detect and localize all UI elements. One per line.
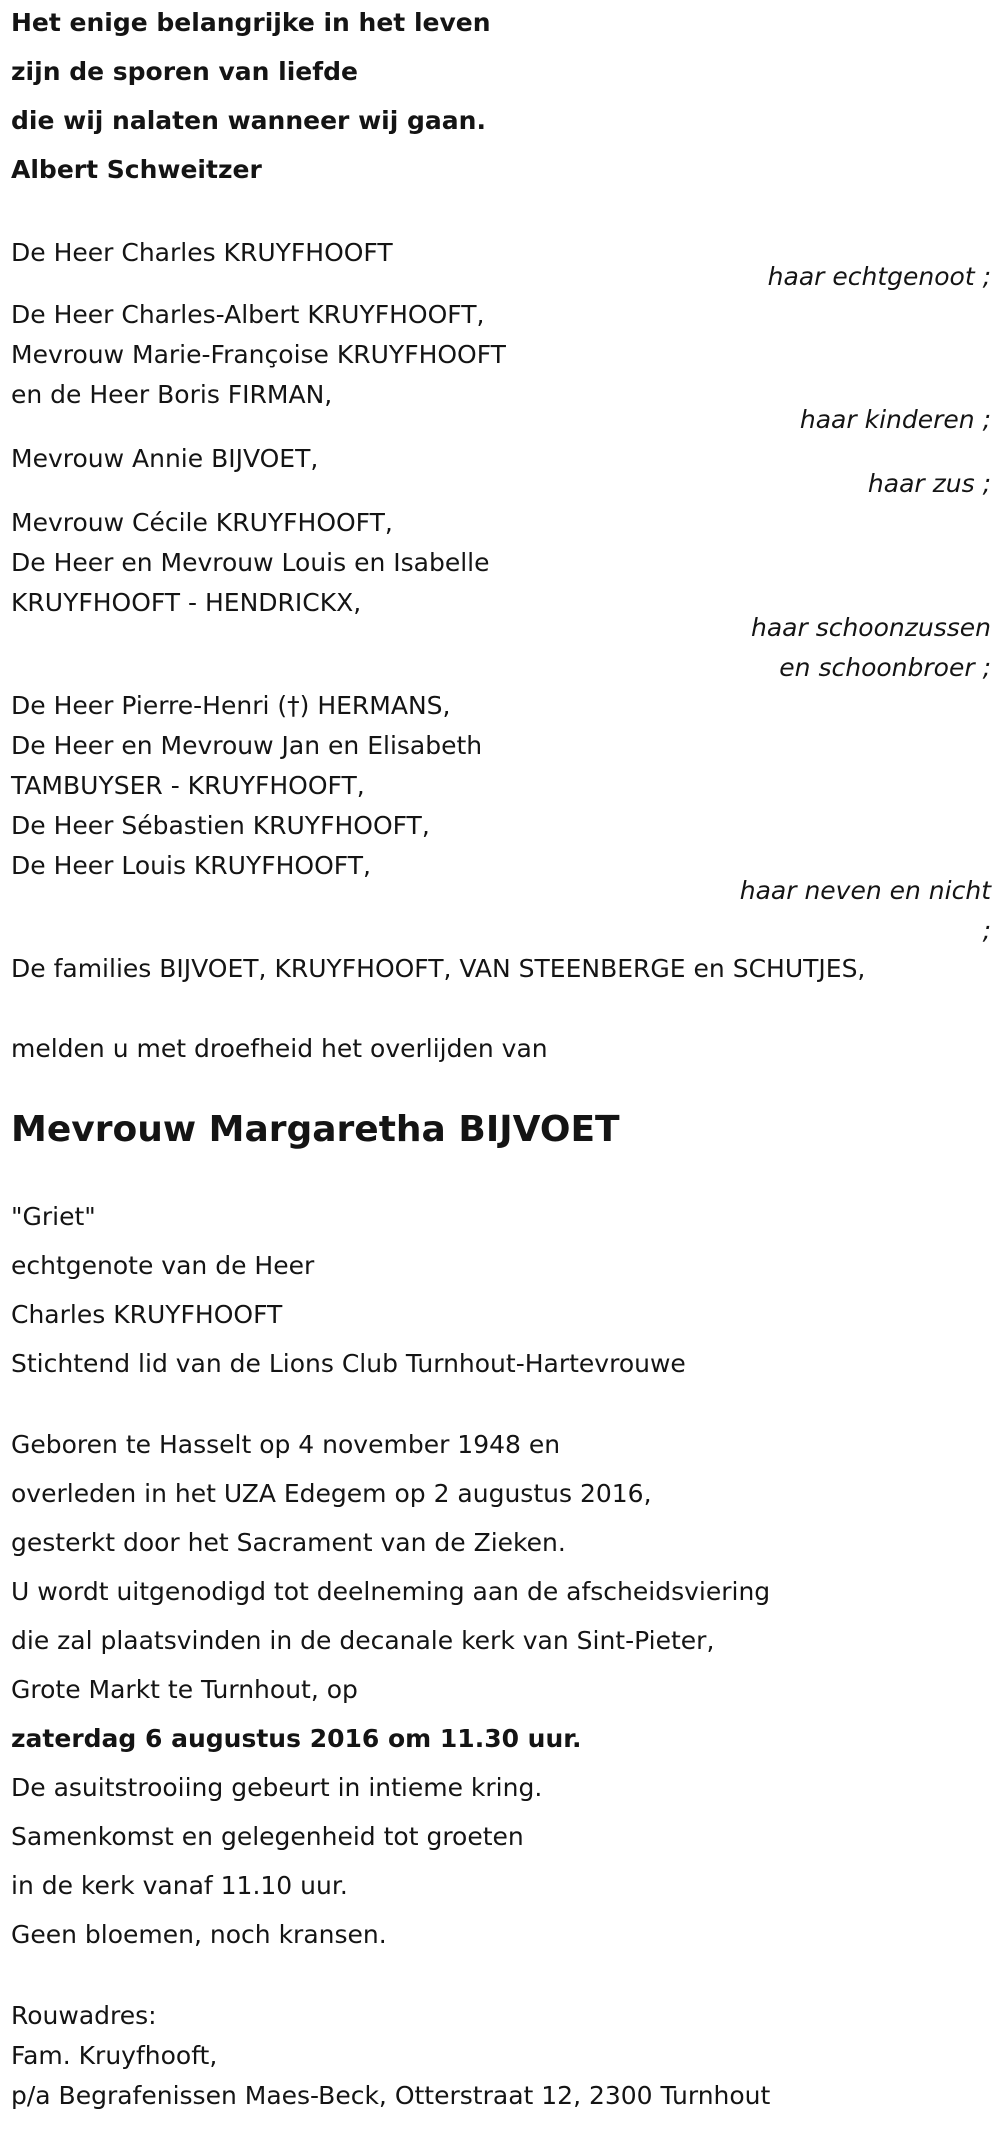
deceased-detail: echtgenote van de Heer — [11, 1251, 315, 1280]
ceremony-date: zaterdag 6 augustus 2016 om 11.30 uur. — [11, 1724, 582, 1753]
quote-line: die wij nalaten wanneer wij gaan. — [11, 106, 486, 135]
child-name: Mevrouw Marie-Françoise KRUYFHOOFT — [11, 340, 506, 369]
address-line: p/a Begrafenissen Maes-Beck, Otterstraat 12, 2300 Turnhout — [11, 2081, 771, 2110]
address-line: Fam. Kruyfhooft, — [11, 2041, 218, 2070]
cousin-name: De Heer Pierre-Henri (†) HERMANS, — [11, 691, 451, 720]
cousins-relation: haar neven en nicht — [739, 876, 991, 905]
ceremony-line: in de kerk vanaf 11.10 uur. — [11, 1871, 348, 1900]
child-name: De Heer Charles-Albert KRUYFHOOFT, — [11, 300, 485, 329]
sister-name: Mevrouw Annie BIJVOET, — [11, 444, 319, 473]
ceremony-line: U wordt uitgenodigd tot deelneming aan de afscheidsviering — [11, 1577, 771, 1606]
ceremony-line: overleden in het UZA Edegem op 2 augustus 2016, — [11, 1479, 652, 1508]
quote-author: Albert Schweitzer — [11, 155, 262, 184]
ceremony-line: Samenkomst en gelegenheid tot groeten — [11, 1822, 524, 1851]
children-relation: haar kinderen ; — [799, 405, 991, 434]
deceased-detail: Stichtend lid van de Lions Club Turnhout-Hartevrouwe — [11, 1349, 686, 1378]
inlaws-relation: en schoonbroer ; — [779, 653, 991, 682]
inlaw-name: KRUYFHOOFT - HENDRICKX, — [11, 588, 362, 617]
sister-relation: haar zus ; — [867, 469, 991, 498]
families: De families BIJVOET, KRUYFHOOFT, VAN STEENBERGE en SCHUTJES, — [11, 954, 866, 983]
ceremony-line: Geboren te Hasselt op 4 november 1948 en — [11, 1430, 561, 1459]
inlaws-relation: haar schoonzussen — [750, 613, 991, 642]
cousin-name: De Heer Sébastien KRUYFHOOFT, — [11, 811, 430, 840]
inlaw-name: Mevrouw Cécile KRUYFHOOFT, — [11, 508, 393, 537]
inlaw-name: De Heer en Mevrouw Louis en Isabelle — [11, 548, 490, 577]
address-label: Rouwadres: — [11, 2001, 157, 2030]
ceremony-line: gesterkt door het Sacrament van de Zieken. — [11, 1528, 566, 1557]
deceased-name: Mevrouw Margaretha BIJVOET — [11, 1109, 620, 1150]
quote-line: Het enige belangrijke in het leven — [11, 8, 491, 37]
cousin-name: De Heer Louis KRUYFHOOFT, — [11, 851, 371, 880]
deceased-detail: Charles KRUYFHOOFT — [11, 1300, 283, 1329]
child-name: en de Heer Boris FIRMAN, — [11, 380, 333, 409]
ceremony-line: De asuitstrooiing gebeurt in intieme kring. — [11, 1773, 543, 1802]
deceased-nickname: "Griet" — [11, 1202, 96, 1231]
husband-relation: haar echtgenoot ; — [767, 262, 991, 291]
ceremony-line: Grote Markt te Turnhout, op — [11, 1675, 358, 1704]
announcement: melden u met droefheid het overlijden van — [11, 1034, 548, 1063]
cousin-name: TAMBUYSER - KRUYFHOOFT, — [11, 771, 365, 800]
cousin-name: De Heer en Mevrouw Jan en Elisabeth — [11, 731, 483, 760]
husband-name: De Heer Charles KRUYFHOOFT — [11, 238, 393, 267]
quote-line: zijn de sporen van liefde — [11, 57, 358, 86]
ceremony-line: Geen bloemen, noch kransen. — [11, 1920, 387, 1949]
cousins-relation: ; — [982, 916, 991, 945]
ceremony-line: die zal plaatsvinden in de decanale kerk van Sint-Pieter, — [11, 1626, 715, 1655]
